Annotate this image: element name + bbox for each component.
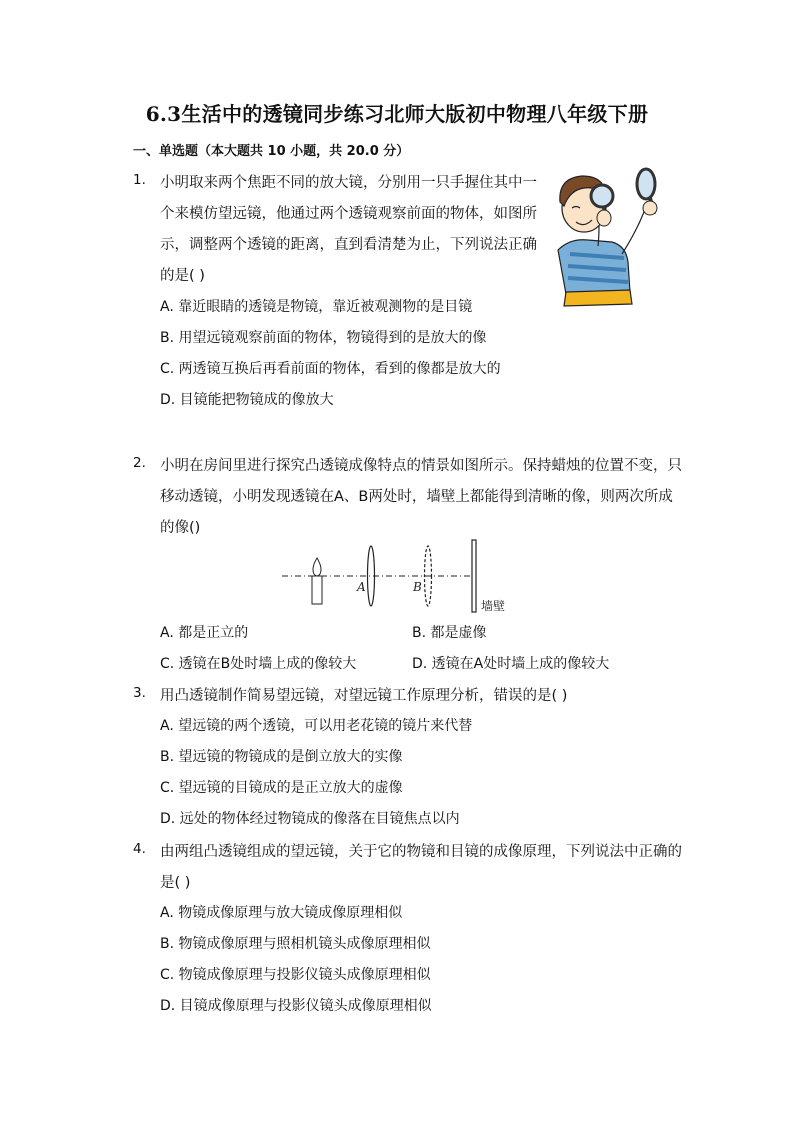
option-c: C. 透镜在B处时墙上成的像较大 xyxy=(160,656,357,672)
question-text-line: 移动透镜，小明发现透镜在A、B两处时，墙壁上都能得到清晰的像，则两次所成 xyxy=(160,489,673,505)
page-title: 6.3生活中的透镜同步练习北师大版初中物理八年级下册 xyxy=(145,102,649,126)
question-text-line: 是( ) xyxy=(160,875,191,891)
option-d: D. 远处的物体经过物镜成的像落在目镜焦点以内 xyxy=(160,811,460,827)
question-number: 3. xyxy=(133,685,146,701)
option-b: B. 望远镜的物镜成的是倒立放大的实像 xyxy=(160,749,403,765)
option-c: C. 望远镜的目镜成的是正立放大的虚像 xyxy=(160,780,403,796)
question-text-line: 由两组凸透镜组成的望远镜，关于它的物镜和目镜的成像原理，下列说法中正确的 xyxy=(160,844,682,860)
question-number: 4. xyxy=(133,841,146,857)
option-a: A. 都是正立的 xyxy=(160,625,249,641)
question-text-line: 小明在房间里进行探究凸透镜成像特点的情景如图所示。保持蜡烛的位置不变，只 xyxy=(160,458,682,474)
question-number: 1. xyxy=(133,172,146,188)
option-a: A. 靠近眼睛的透镜是物镜，靠近被观测物的是目镜 xyxy=(160,299,473,315)
section-heading: 一、单选题（本大题共 10 小题，共 20.0 分） xyxy=(133,144,410,159)
option-d: D. 目镜成像原理与投影仪镜头成像原理相似 xyxy=(160,998,432,1014)
option-c: C. 两透镜互换后再看前面的物体，看到的像都是放大的 xyxy=(160,361,501,377)
lens-label-b: B xyxy=(413,580,422,594)
option-b: B. 都是虚像 xyxy=(412,625,487,641)
lens-experiment-figure xyxy=(280,538,520,616)
question-text-line: 示，调整两个透镜的距离，直到看清楚为止，下列说法正确 xyxy=(160,237,537,253)
option-d: D. 透镜在A处时墙上成的像较大 xyxy=(412,656,610,672)
option-d: D. 目镜能把物镜成的像放大 xyxy=(160,392,334,408)
question-text-line: 小明取来两个焦距不同的放大镜，分别用一只手握住其中一 xyxy=(160,175,537,191)
question-text-line: 用凸透镜制作简易望远镜，对望远镜工作原理分析，错误的是( ) xyxy=(160,688,568,704)
question-number: 2. xyxy=(133,455,146,471)
wall-label: 墙壁 xyxy=(481,599,506,613)
question-text-line: 个来模仿望远镜，他通过两个透镜观察前面的物体，如图所 xyxy=(160,206,537,222)
option-a: A. 望远镜的两个透镜，可以用老花镜的镜片来代替 xyxy=(160,718,473,734)
option-b: B. 用望远镜观察前面的物体，物镜得到的是放大的像 xyxy=(160,330,487,346)
option-a: A. 物镜成像原理与放大镜成像原理相似 xyxy=(160,905,403,921)
option-c: C. 物镜成像原理与投影仪镜头成像原理相似 xyxy=(160,967,431,983)
boy-with-magnifiers-illustration xyxy=(540,162,665,307)
option-b: B. 物镜成像原理与照相机镜头成像原理相似 xyxy=(160,936,431,952)
question-text-line: 的像() xyxy=(160,520,201,536)
lens-label-a: A xyxy=(357,580,366,594)
question-text-line: 的是( ) xyxy=(160,268,205,284)
